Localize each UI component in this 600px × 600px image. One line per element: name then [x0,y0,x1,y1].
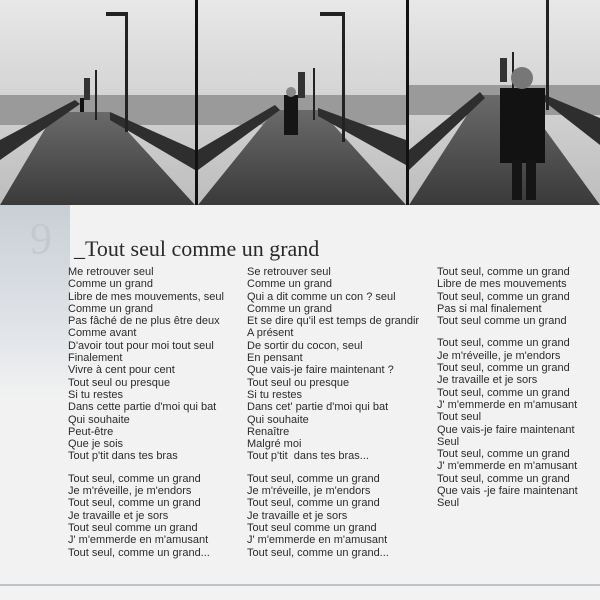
track-title [74,236,319,262]
lyric-line: Comme un grand [247,278,332,291]
lyric-line: Comme un grand [247,302,332,315]
lyric-line: Comme un grand [68,302,153,315]
lyric-line: Comme avant [68,327,137,340]
lyric-line: Tout seul, comme un grand [247,472,380,485]
lyric-line: Tout seul, comme un grand [437,448,570,461]
lyric-line: A présent [247,327,294,340]
lyric-line: Tout seul ou presque [247,376,350,389]
pier-frame-3 [409,0,600,205]
lyric-line: Je m'réveille, je m'endors [68,485,192,498]
stanza-gap [437,327,578,337]
lyric-line: Tout seul ou presque [68,376,171,389]
lyric-line: Peut-être [68,425,114,438]
lyric-line: J' m'emmerde en m'amusant [437,398,578,411]
lyric-line: Libre de mes mouvements [437,278,567,291]
lyric-line: J' m'emmerde en m'amusant [437,460,578,473]
lyric-line: En pensant [247,352,303,365]
lyric-line: Je travaille et je sors [247,509,348,522]
lyric-line: J' m'emmerde en m'amusant [68,534,209,547]
lyric-line: Tout seul, comme un grand [437,386,570,399]
lyric-line: Je m'réveille, je m'endors [247,485,371,498]
lyric-line: Qui souhaite [68,413,130,426]
lyric-line: Se retrouver seul [247,266,331,278]
lyric-line: Que vais-je faire maintenant [437,423,575,436]
lyric-line: Libre de mes mouvements, seul [68,290,224,303]
track-number: 9 [30,214,52,263]
lyric-line: Tout seul comme un grand [247,521,377,534]
lyric-line: Que vais -je faire maintenant [437,485,578,498]
lyric-line: Comme un grand [68,278,153,291]
lyric-line: Si tu restes [68,388,124,401]
lyric-line: Dans cet' partie d'moi qui bat [247,401,389,414]
pier-frame-1 [0,0,195,205]
lyrics-column-1 [68,266,224,559]
lyric-line: Pas si mal finalement [437,302,542,315]
lyric-line: Je m'réveille, je m'endors [437,349,561,362]
lyric-line: Je travaille et je sors [437,374,538,387]
lyric-line: Tout seul comme un grand [68,521,198,534]
title-underscore: _ [74,236,85,261]
lyric-line: J' m'emmerde en m'amusant [247,534,388,547]
track-title-text: Tout seul comme un grand [85,236,320,261]
lyric-line: Tout seul, comme un grand... [247,546,389,559]
lyric-line: Que vais-je faire maintenant ? [247,364,394,377]
lyric-line: Finalement [68,352,123,365]
lyric-line: Dans cette partie d'moi qui bat [68,401,217,414]
stanza-gap [68,463,224,473]
lyrics-column-3 [437,266,578,510]
lyric-line: D'avoir tout pour moi tout seul [68,339,214,352]
lyric-line: Tout p'tit dans tes bras... [247,450,369,463]
lyric-line: Tout seul, comme un grand [68,472,201,485]
pier-photo-strip-image [0,0,600,205]
lyric-line: Tout seul, comme un grand [437,337,570,350]
stanza-gap [247,463,419,473]
lyric-line: Tout seul, comme un grand [437,266,570,278]
lyrics-column-2 [247,266,419,559]
lyric-line: Renaître [247,425,290,438]
lyric-line: Tout seul [437,411,482,424]
lyric-line: Que je sois [68,438,124,451]
lyric-line: Tout seul, comme un grand... [68,546,210,559]
lyric-line: Seul [437,435,460,448]
lyric-line: Tout p'tit dans tes bras [68,450,178,463]
lyric-line: Si tu restes [247,388,303,401]
lyric-line: Tout seul, comme un grand [68,497,201,510]
lyric-line: Vivre à cent pour cent [68,364,175,377]
lyric-line: Seul [437,497,460,510]
lyric-line: Tout seul, comme un grand [247,497,380,510]
lyric-line: Me retrouver seul [68,266,154,278]
lyric-line: Je travaille et je sors [68,509,169,522]
lyric-line: De sortir du cocon, seul [247,339,363,352]
lyric-line: Pas fâché de ne plus être deux [68,315,220,328]
bottom-rule [0,584,600,586]
lyric-line: Tout seul, comme un grand [437,290,570,303]
lyric-line: Tout seul, comme un grand [437,362,570,375]
pier-frame-2 [198,0,406,205]
lyric-line: Et se dire qu'il est temps de grandir [247,315,420,328]
lyric-line: Qui souhaite [247,413,309,426]
lyric-line: Qui a dit comme un con ? seul [247,290,396,303]
photo-strip [0,0,600,205]
lyric-line: Malgré moi [247,438,302,451]
lyric-line: Tout seul, comme un grand [437,472,570,485]
lyric-line: Tout seul comme un grand [437,315,567,328]
